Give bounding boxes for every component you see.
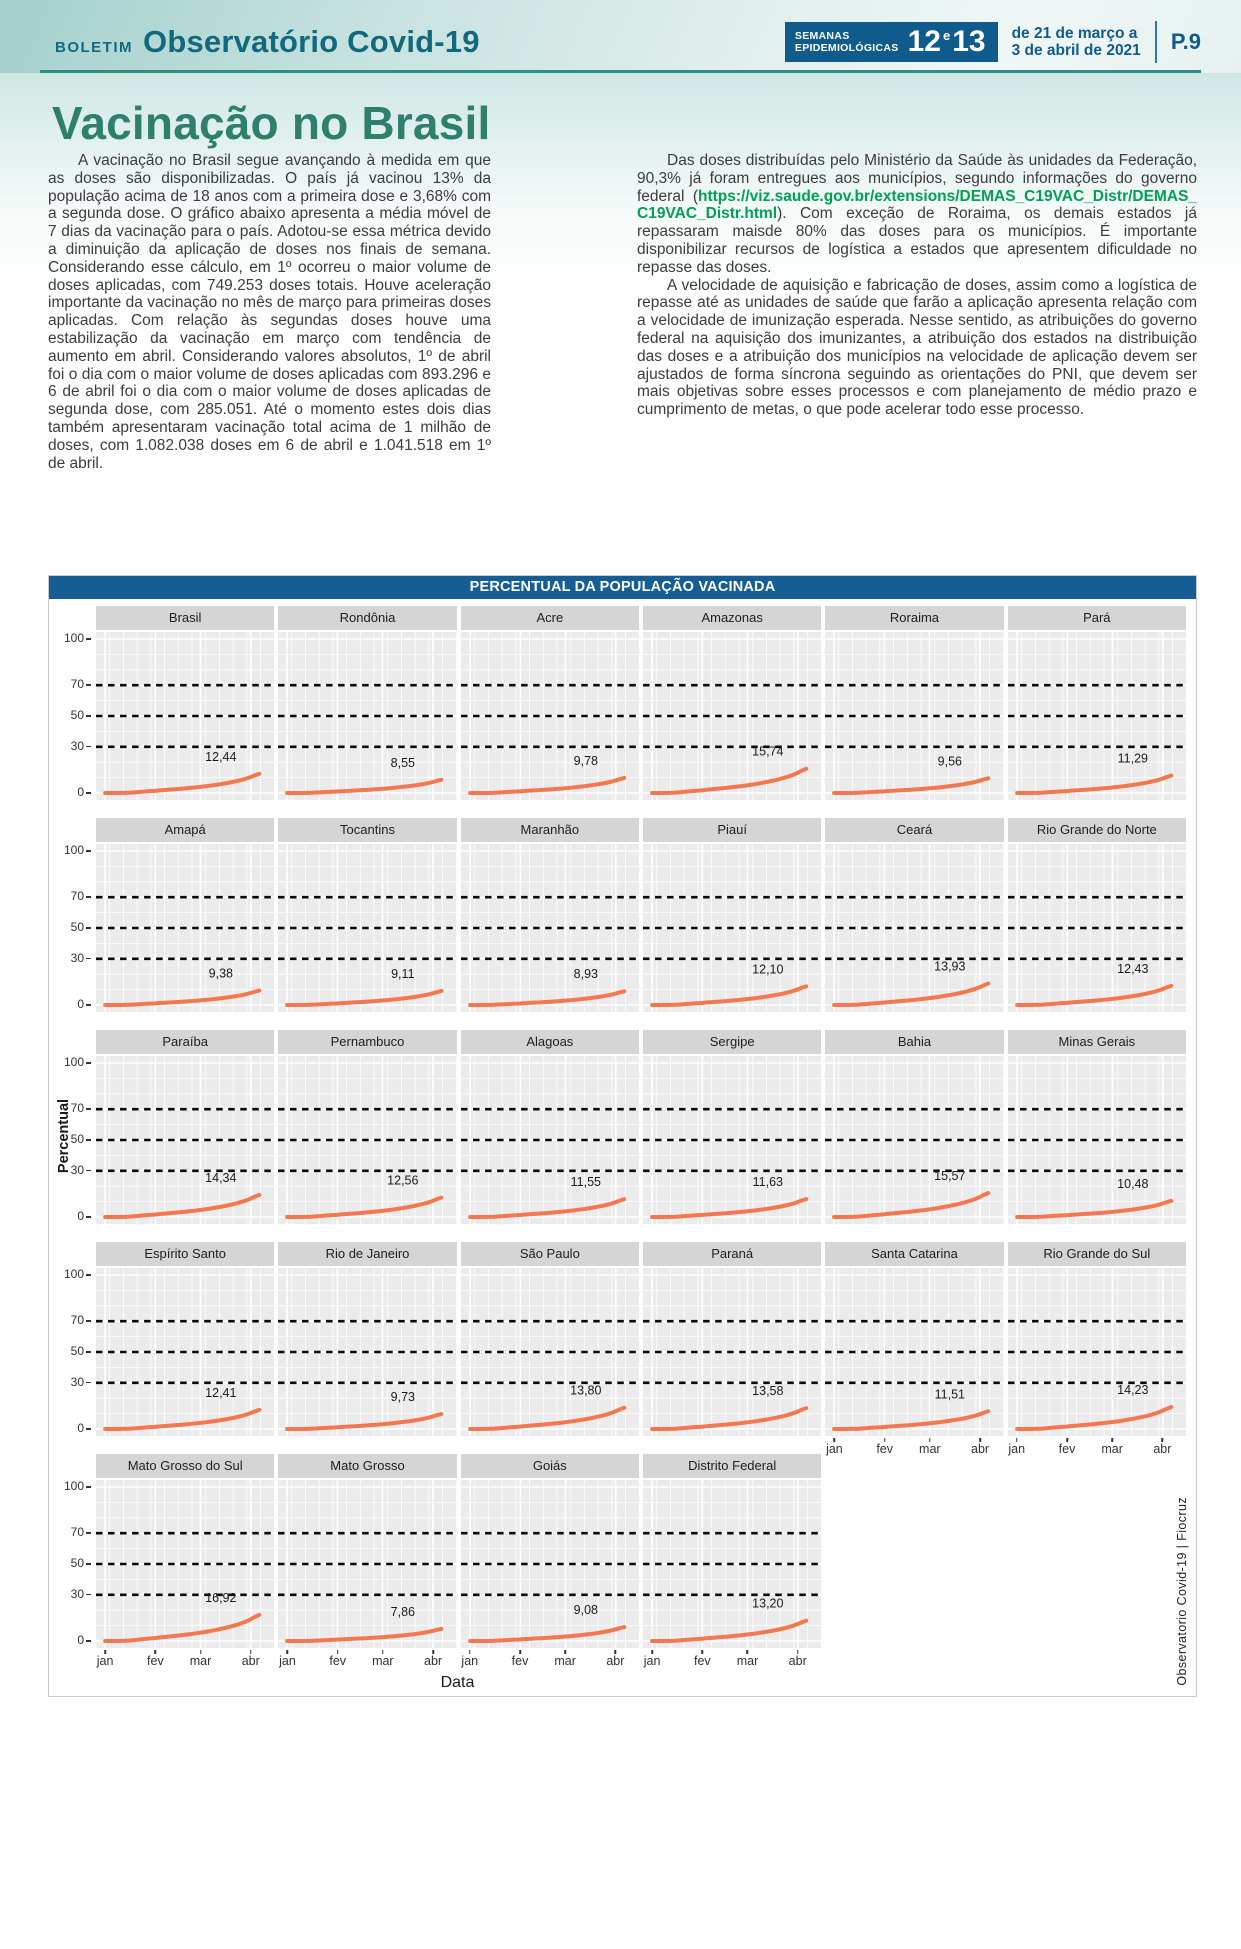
facet-title: Ceará bbox=[825, 818, 1003, 842]
facet-value-label: 9,38 bbox=[208, 966, 234, 981]
facet-panel bbox=[96, 1242, 274, 1436]
facet-plot bbox=[278, 1480, 456, 1648]
facet-panel bbox=[96, 1030, 274, 1224]
y-tick-mark bbox=[86, 746, 91, 748]
paragraph-logistics: A velocidade de aquisição e fabricação de doses, assim como a logística de repasse até as unidades de saúde que farão a aplicação apresenta relação com a velocidade de imunização esperada. Nesse sentido, as atribuições do governo federal na aquisição dos imunizantes, a atribuição dos estados na distribuição das doses e a atribuição dos municípios na velocidade de aplicação devem ser ajustados de forma síncrona seguindo as orientações do PNI, que devem ser mais objetivas sobre esses processos e com planejamento de médio prazo e cumprimento de metas, o que pode acelerar todo esse processo. bbox=[637, 276, 1197, 419]
facet-value-label: 13,93 bbox=[934, 959, 966, 974]
article-body bbox=[48, 152, 1197, 472]
y-tick-label: 50 bbox=[70, 1132, 84, 1146]
x-axis-ticks bbox=[461, 1650, 639, 1670]
y-tick-mark bbox=[86, 1108, 91, 1110]
x-tick-label: abr bbox=[424, 1654, 443, 1668]
facet-value-label: 12,44 bbox=[205, 749, 237, 764]
facet-plot bbox=[96, 1268, 274, 1436]
page-header bbox=[0, 0, 1241, 73]
facet-title: Roraima bbox=[825, 606, 1003, 630]
facet-panel bbox=[278, 1242, 456, 1436]
y-tick-label: 100 bbox=[63, 631, 84, 645]
facet-title: Maranhão bbox=[461, 818, 639, 842]
y-tick-mark bbox=[86, 1004, 91, 1006]
y-tick-mark bbox=[86, 927, 91, 929]
facet-panel bbox=[825, 818, 1003, 1012]
y-tick-label: 70 bbox=[70, 889, 84, 904]
y-tick-mark bbox=[86, 1062, 91, 1064]
x-tick-label: abr bbox=[971, 1442, 990, 1456]
facet-value-label: 12,10 bbox=[752, 962, 784, 977]
x-tick-label: fev bbox=[876, 1442, 894, 1456]
facet-panel bbox=[825, 1030, 1003, 1224]
facet-value-label: 12,41 bbox=[205, 1385, 237, 1400]
y-tick-mark bbox=[86, 1594, 91, 1596]
facet-title: Rio Grande do Norte bbox=[1008, 818, 1186, 842]
facet-title: Paraná bbox=[643, 1242, 821, 1266]
facet-value-label: 13,80 bbox=[569, 1383, 602, 1398]
article-column-right bbox=[637, 152, 1197, 472]
facet-value-label: 11,29 bbox=[1117, 751, 1148, 766]
x-axis-ticks bbox=[278, 1650, 456, 1670]
facet-grid bbox=[49, 599, 1196, 1668]
facet-panel bbox=[1008, 606, 1186, 800]
facet-plot bbox=[825, 844, 1003, 1012]
facet-plot bbox=[461, 844, 639, 1012]
facet-plot bbox=[278, 844, 456, 1012]
x-tick-label: jan bbox=[461, 1654, 479, 1668]
facet-value-label: 9,78 bbox=[573, 753, 598, 768]
facet-panel bbox=[96, 818, 274, 1012]
y-tick-label: 70 bbox=[70, 1101, 84, 1116]
x-tick-label: mar bbox=[372, 1654, 394, 1668]
y-tick-label: 30 bbox=[70, 1586, 84, 1601]
period-dates: de 21 de março a 3 de abril de 2021 bbox=[1011, 24, 1141, 59]
chart-title: PERCENTUAL DA POPULAÇÃO VACINADA bbox=[49, 576, 1196, 599]
y-tick-label: 30 bbox=[70, 1374, 84, 1389]
facet-value-label: 9,11 bbox=[391, 966, 415, 981]
y-tick-label: 70 bbox=[70, 1525, 84, 1540]
y-axis-title: Percentual bbox=[56, 1098, 72, 1174]
y-tick-mark bbox=[86, 1216, 91, 1218]
saude-gov-link[interactable]: https://viz.saude.gov.br/extensions/DEMAS_C19VAC_Distr/DEMAS_C19VAC_Distr.html bbox=[637, 187, 1197, 223]
facet-plot bbox=[461, 1480, 639, 1648]
y-tick-mark bbox=[86, 1532, 91, 1534]
facet-value-label: 11,55 bbox=[570, 1175, 601, 1190]
facet-value-label: 13,20 bbox=[752, 1596, 784, 1611]
facet-value-label: 7,86 bbox=[390, 1604, 416, 1619]
facet-empty bbox=[1008, 1454, 1186, 1648]
x-axis-ticks bbox=[643, 1650, 821, 1670]
facet-plot bbox=[461, 632, 639, 800]
facet-title: Espírito Santo bbox=[96, 1242, 274, 1266]
y-tick-mark bbox=[86, 1351, 91, 1353]
header-divider bbox=[1155, 21, 1157, 63]
x-tick-label: jan bbox=[1008, 1442, 1026, 1456]
x-axis-title: Data bbox=[440, 1674, 475, 1691]
facet-panel bbox=[278, 1454, 456, 1668]
facet-title: Amazonas bbox=[643, 606, 821, 630]
facet-value-label: 14,34 bbox=[205, 1170, 237, 1185]
y-tick-mark bbox=[86, 638, 91, 640]
x-axis-ticks bbox=[96, 1650, 274, 1670]
y-tick-label: 50 bbox=[70, 708, 84, 722]
weeks-label: SEMANAS EPIDEMIOLÓGICAS bbox=[794, 29, 899, 54]
facet-panel bbox=[461, 1030, 639, 1224]
y-tick-label: 0 bbox=[77, 997, 84, 1011]
y-tick-mark bbox=[86, 1139, 91, 1141]
article-title: Vacinação no Brasil bbox=[52, 97, 491, 149]
x-tick-label: fev bbox=[694, 1654, 711, 1668]
facet-value-label: 14,23 bbox=[1116, 1383, 1149, 1398]
chart-source-caption: Observatorio Covid-19 | Fiocruz bbox=[1175, 1497, 1189, 1686]
y-tick-label: 100 bbox=[63, 1055, 84, 1069]
y-tick-label: 30 bbox=[70, 950, 84, 965]
facet-panel bbox=[643, 818, 821, 1012]
facet-plot bbox=[643, 1056, 821, 1224]
paragraph-vaccination-overview: A vacinação no Brasil segue avançando à medida em que as doses são disponibilizadas. O país já vacinou 13% da população acima de 18 anos com a primeira dose e 3,68% com a segunda dose. O gráfico abaixo apresenta a média móvel de 7 dias da vacinação para o país. Adotou-se essa métrica devido a diminuição da aplicação de doses nos finais de semana. Considerando esse cálculo, em 1º ocorreu o maior volume de doses aplicadas, com 749.253 doses totais. Houve aceleração importante da vacinação no mês de março para primeiras doses aplicadas. Com relação às segundas doses houve uma estabilização da vacinação em março com tendência de aumento em abril. Considerando valores absolutos, 1º de abril foi o dia com o maior volume de doses aplicadas com 893.296 e 6 de abril foi o dia com o maior volume de doses aplicadas de segunda dose, com 285.051. Até o momento estes dois dias também apresentaram vacinação total acima de 1 milhão de doses, com 1.082.038 doses em 6 de abril e 1.041.518 em 1º de abril. bbox=[48, 152, 491, 472]
bulletin-title: Observatório Covid-19 bbox=[143, 24, 480, 59]
facet-title: Minas Gerais bbox=[1008, 1030, 1186, 1054]
x-tick-label: fev bbox=[329, 1654, 347, 1668]
x-tick-label: abr bbox=[1153, 1442, 1172, 1456]
facet-title: Rio Grande do Sul bbox=[1008, 1242, 1186, 1266]
facet-plot bbox=[1008, 1056, 1186, 1224]
facet-panel bbox=[643, 1242, 821, 1436]
y-tick-label: 0 bbox=[77, 1633, 84, 1647]
facet-plot bbox=[1008, 632, 1186, 800]
y-tick-mark bbox=[86, 1563, 91, 1565]
x-tick-label: jan bbox=[826, 1442, 843, 1456]
facet-panel bbox=[461, 818, 639, 1012]
facet-value-label: 9,56 bbox=[937, 754, 963, 769]
x-tick-label: abr bbox=[788, 1654, 807, 1668]
facet-panel bbox=[643, 1454, 821, 1668]
facet-value-label: 9,08 bbox=[573, 1603, 598, 1618]
facet-plot bbox=[825, 1056, 1003, 1224]
y-tick-label: 30 bbox=[70, 1162, 84, 1177]
facet-title: Alagoas bbox=[461, 1030, 639, 1054]
facet-panel bbox=[278, 1030, 456, 1224]
y-tick-mark bbox=[86, 1428, 91, 1430]
facet-plot bbox=[1008, 844, 1186, 1012]
paragraph-doses-distribution: Das doses distribuídas pelo Ministério da Saúde às unidades da Federação, 90,3% já foram entregues aos municípios, segundo informações do governo federal (https://viz.saude.gov.br/extensions/DEMAS_C19VAC_Distr/DEMAS_C19VAC_Distr.html). Com exceção de Roraima, os demais estados já repassaram maisde 80% das doses para os municípios. É importante disponibilizar recursos de logística a estados que apresentem dificuldade no repasse das doses. bbox=[637, 152, 1197, 276]
facet-plot bbox=[96, 632, 274, 800]
facet-panel bbox=[461, 1454, 639, 1668]
facet-plot bbox=[96, 844, 274, 1012]
facet-panel bbox=[825, 606, 1003, 800]
facet-row bbox=[49, 1242, 1186, 1456]
facet-plot bbox=[643, 1480, 821, 1648]
facet-plot bbox=[461, 1056, 639, 1224]
facet-plot bbox=[278, 1056, 456, 1224]
facet-row bbox=[49, 1454, 1186, 1668]
facet-title: Tocantins bbox=[278, 818, 456, 842]
facet-title: Piauí bbox=[643, 818, 821, 842]
boletim-label: BOLETIM bbox=[55, 39, 133, 56]
x-tick-label: mar bbox=[736, 1654, 759, 1668]
facet-panel bbox=[278, 606, 456, 800]
facet-title: Paraíba bbox=[96, 1030, 274, 1054]
facet-value-label: 12,56 bbox=[387, 1173, 419, 1188]
y-tick-mark bbox=[86, 1320, 91, 1322]
facet-title: Pernambuco bbox=[278, 1030, 456, 1054]
x-tick-label: jan bbox=[96, 1654, 114, 1668]
facet-value-label: 8,55 bbox=[390, 755, 416, 770]
vaccination-chart bbox=[48, 575, 1197, 1697]
y-tick-mark bbox=[86, 715, 91, 717]
y-tick-label: 0 bbox=[77, 1209, 84, 1223]
y-tick-mark bbox=[86, 1382, 91, 1384]
y-tick-label: 0 bbox=[77, 1421, 84, 1435]
facet-title: São Paulo bbox=[461, 1242, 639, 1266]
y-tick-mark bbox=[86, 1170, 91, 1172]
facet-panel bbox=[1008, 1242, 1186, 1456]
x-tick-label: mar bbox=[189, 1654, 212, 1668]
facet-panel bbox=[461, 1242, 639, 1436]
facet-value-label: 11,51 bbox=[934, 1387, 966, 1402]
facet-value-label: 16,92 bbox=[205, 1590, 237, 1605]
y-tick-mark bbox=[86, 958, 91, 960]
facet-plot bbox=[278, 632, 456, 800]
facet-title: Mato Grosso bbox=[278, 1454, 456, 1478]
facet-plot bbox=[825, 1268, 1003, 1436]
x-tick-label: mar bbox=[554, 1654, 576, 1668]
facet-panel bbox=[96, 606, 274, 800]
y-axis-ticks bbox=[49, 1242, 92, 1436]
epidemiological-weeks-badge bbox=[785, 22, 998, 62]
y-tick-mark bbox=[86, 1274, 91, 1276]
x-tick-label: fev bbox=[1058, 1442, 1076, 1456]
article-column-left bbox=[48, 152, 491, 472]
facet-panel bbox=[1008, 1030, 1186, 1224]
facet-plot bbox=[96, 1480, 274, 1648]
x-tick-label: abr bbox=[606, 1654, 625, 1668]
y-axis-ticks bbox=[49, 1454, 92, 1648]
facet-value-label: 9,73 bbox=[390, 1390, 416, 1405]
y-tick-label: 100 bbox=[63, 1479, 84, 1493]
facet-title: Pará bbox=[1008, 606, 1186, 630]
facet-title: Mato Grosso do Sul bbox=[96, 1454, 274, 1478]
y-tick-label: 50 bbox=[70, 1344, 84, 1358]
y-tick-mark bbox=[86, 896, 91, 898]
facet-title: Rondônia bbox=[278, 606, 456, 630]
y-tick-label: 70 bbox=[70, 677, 84, 692]
facet-value-label: 11,63 bbox=[752, 1175, 784, 1190]
y-tick-label: 50 bbox=[70, 920, 84, 934]
facet-value-label: 15,74 bbox=[752, 744, 784, 759]
facet-value-label: 10,48 bbox=[1116, 1176, 1149, 1191]
brand bbox=[55, 24, 480, 60]
x-tick-label: fev bbox=[147, 1654, 164, 1668]
x-tick-label: fev bbox=[511, 1654, 529, 1668]
x-tick-label: abr bbox=[241, 1654, 260, 1668]
facet-value-label: 13,58 bbox=[752, 1384, 784, 1399]
facet-plot bbox=[96, 1056, 274, 1224]
facet-title: Distrito Federal bbox=[643, 1454, 821, 1478]
x-tick-label: jan bbox=[279, 1654, 296, 1668]
facet-title: Rio de Janeiro bbox=[278, 1242, 456, 1266]
header-rule bbox=[40, 70, 1201, 73]
facet-title: Brasil bbox=[96, 606, 274, 630]
weeks-numbers: 12 e 13 bbox=[907, 25, 986, 58]
y-tick-label: 0 bbox=[77, 785, 84, 799]
y-tick-mark bbox=[86, 1640, 91, 1642]
y-tick-label: 70 bbox=[70, 1313, 84, 1328]
facet-panel bbox=[278, 818, 456, 1012]
facet-panel bbox=[643, 606, 821, 800]
y-tick-mark bbox=[86, 850, 91, 852]
y-axis-ticks bbox=[49, 606, 92, 800]
facet-panel bbox=[1008, 818, 1186, 1012]
facet-value-label: 8,93 bbox=[573, 967, 598, 982]
facet-title: Goiás bbox=[461, 1454, 639, 1478]
header-right bbox=[785, 21, 1201, 63]
facet-row bbox=[49, 818, 1186, 1012]
y-tick-label: 50 bbox=[70, 1556, 84, 1570]
y-tick-mark bbox=[86, 792, 91, 794]
facet-title: Bahia bbox=[825, 1030, 1003, 1054]
page-number: P.9 bbox=[1170, 29, 1201, 54]
y-tick-mark bbox=[86, 1486, 91, 1488]
y-axis-ticks bbox=[49, 818, 92, 1012]
x-tick-label: mar bbox=[1101, 1442, 1123, 1456]
facet-plot bbox=[643, 1268, 821, 1436]
facet-plot bbox=[825, 632, 1003, 800]
facet-title: Santa Catarina bbox=[825, 1242, 1003, 1266]
facet-empty bbox=[825, 1454, 1003, 1648]
x-tick-label: jan bbox=[643, 1654, 661, 1668]
facet-row bbox=[49, 1030, 1186, 1224]
facet-plot bbox=[1008, 1268, 1186, 1436]
facet-plot bbox=[643, 844, 821, 1012]
facet-value-label: 12,43 bbox=[1116, 961, 1149, 976]
facet-panel bbox=[96, 1454, 274, 1668]
x-tick-label: mar bbox=[919, 1442, 941, 1456]
facet-panel bbox=[461, 606, 639, 800]
facet-panel bbox=[643, 1030, 821, 1224]
y-tick-label: 100 bbox=[63, 1267, 84, 1281]
facet-title: Sergipe bbox=[643, 1030, 821, 1054]
y-tick-label: 30 bbox=[70, 738, 84, 753]
facet-panel bbox=[825, 1242, 1003, 1456]
facet-plot bbox=[278, 1268, 456, 1436]
facet-plot bbox=[643, 632, 821, 800]
facet-value-label: 15,57 bbox=[934, 1169, 966, 1184]
facet-plot bbox=[461, 1268, 639, 1436]
y-tick-label: 100 bbox=[63, 843, 84, 857]
y-tick-mark bbox=[86, 684, 91, 686]
facet-title: Acre bbox=[461, 606, 639, 630]
facet-row bbox=[49, 606, 1186, 800]
facet-title: Amapá bbox=[96, 818, 274, 842]
